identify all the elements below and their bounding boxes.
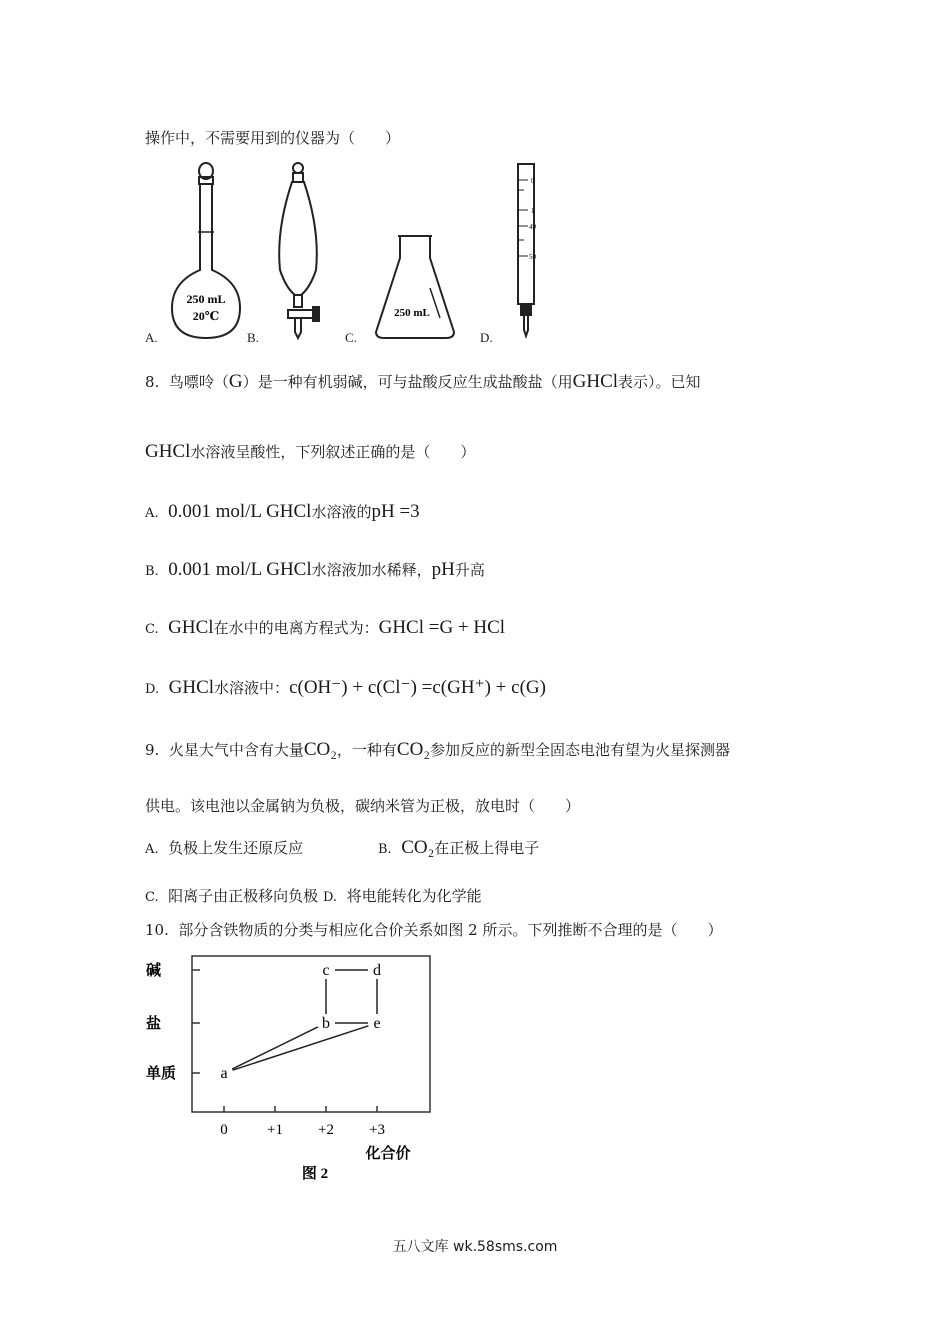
q9-text-3: 参加反应的新型全固态电池有望为火星探测器 xyxy=(429,741,730,759)
x-tick-label: +3 xyxy=(369,1122,385,1138)
x-tick-label: +2 xyxy=(318,1122,334,1138)
chart-xlabel: 化合价 xyxy=(365,1146,411,1162)
x-tick-label: +1 xyxy=(267,1122,283,1138)
q9-option-d[interactable] xyxy=(323,887,482,905)
flask-label-temp: 20℃ xyxy=(192,309,220,323)
q7-option-c[interactable]: C. xyxy=(345,330,357,345)
burette-mark-0: 0 xyxy=(531,177,535,185)
q9-text-1: 火星大气中含有大量 xyxy=(168,741,304,759)
burette-mark-49: 49 xyxy=(529,223,536,231)
q8-option-d[interactable] xyxy=(145,678,546,700)
option-text: 将电能转化为化学能 xyxy=(346,887,482,905)
link-a-e xyxy=(233,1026,369,1070)
q10-number: 10. xyxy=(145,921,169,939)
q9-stem-line1 xyxy=(145,740,730,760)
q8-math-g: G xyxy=(228,371,243,392)
option-letter: A. xyxy=(145,506,159,521)
option-letter: D. xyxy=(145,682,160,697)
point-a: a xyxy=(220,1065,228,1082)
q9-math-co2: CO₂ xyxy=(303,739,337,760)
q7-option-d[interactable]: D. xyxy=(480,330,493,345)
iron-valence-chart xyxy=(140,948,440,1193)
q9-text-2: ，一种有 xyxy=(336,741,397,759)
chart-frame xyxy=(192,956,430,1112)
option-math-1: GHCl xyxy=(168,677,215,698)
q9-number: 9. xyxy=(145,741,160,759)
q8-stem-line1 xyxy=(145,372,701,392)
q8-option-a[interactable] xyxy=(145,502,420,524)
q9-option-a[interactable] xyxy=(145,838,303,860)
point-c: c xyxy=(322,962,330,979)
option-letter: A. xyxy=(145,842,159,857)
point-e: e xyxy=(373,1015,381,1032)
option-letter: C. xyxy=(145,890,159,905)
point-b: b xyxy=(322,1015,330,1032)
burette-mark-1: 1 xyxy=(531,207,535,215)
option-text: 阳离子由正极移向负极 xyxy=(168,887,319,905)
instrument-separatory-funnel xyxy=(268,160,338,340)
q8-text-3: 表示）。已知 xyxy=(618,373,701,391)
link-a-b xyxy=(232,1027,318,1069)
q9-option-b[interactable] xyxy=(378,838,539,860)
option-text-1: 水溶液的 xyxy=(311,503,372,521)
q8-text-1: 鸟嘌呤（ xyxy=(168,373,229,391)
q10-text: 部分含铁物质的分类与相应化合价关系如图 2 所示。下列推断不合理的是（ ） xyxy=(178,921,723,939)
option-text-1: 水溶液中： xyxy=(214,679,290,697)
q7-option-b[interactable]: B. xyxy=(247,330,259,345)
flask-label-volume: 250 mL xyxy=(186,292,226,306)
instrument-burette xyxy=(510,160,550,340)
option-text: 负极上发生还原反应 xyxy=(168,839,304,857)
option-letter: D. xyxy=(322,890,338,905)
option-math-2: pH xyxy=(431,559,455,580)
option-math: CO₂ xyxy=(401,837,435,858)
option-math-1: 0.001 mol/L GHCl xyxy=(168,559,312,580)
option-math-1: GHCl xyxy=(168,617,214,638)
q8-stem-line2 xyxy=(145,442,475,462)
point-d: d xyxy=(373,962,381,979)
option-math-2: pH =3 xyxy=(371,501,420,522)
option-letter: C. xyxy=(145,622,159,637)
option-text-1: 在水中的电离方程式为： xyxy=(213,619,379,637)
y-tick-label: 盐 xyxy=(146,1016,162,1032)
q9-math-co2-b: CO₂ xyxy=(396,739,430,760)
q9-option-c-d xyxy=(145,886,482,908)
option-text-1: 水溶液加水稀释， xyxy=(311,561,432,579)
option-letter: B. xyxy=(378,842,392,857)
q8-math-ghcl-2: GHCl xyxy=(145,441,191,462)
q9-option-c[interactable] xyxy=(145,887,318,905)
q7-option-a[interactable]: A. xyxy=(145,330,158,345)
q7-stem: 操作中，不需要用到的仪器为（ ） xyxy=(145,129,401,147)
option-math-2: GHCl =G + HCl xyxy=(378,617,506,638)
option-letter: B. xyxy=(145,564,159,579)
q8-text-4: 水溶液呈酸性，下列叙述正确的是（ ） xyxy=(190,443,476,461)
q8-option-c[interactable] xyxy=(145,618,505,640)
q8-math-ghcl: GHCl xyxy=(572,371,619,392)
q8-number: 8. xyxy=(145,373,160,391)
option-text-2: 升高 xyxy=(454,561,485,579)
y-tick-label: 单质 xyxy=(146,1066,177,1082)
q9-stem-line2: 供电。该电池以金属钠为负极，碳纳米管为正极，放电时（ ） xyxy=(145,797,581,815)
q8-text-2: ）是一种有机弱碱，可与盐酸反应生成盐酸盐（用 xyxy=(242,373,573,391)
chart-title: 图 2 xyxy=(301,1166,329,1182)
q8-option-b[interactable] xyxy=(145,560,485,582)
x-tick-label: 0 xyxy=(220,1122,228,1138)
option-math-1: 0.001 mol/L GHCl xyxy=(168,501,312,522)
y-tick-label: 碱 xyxy=(146,963,162,979)
option-math-2: c(OH⁻) + c(Cl⁻) =c(GH⁺) + c(G) xyxy=(289,677,546,698)
option-text: 在正极上得电子 xyxy=(434,839,540,857)
conical-flask-label: 250 mL xyxy=(394,307,430,319)
q10-stem xyxy=(145,920,723,940)
instrument-conical-flask xyxy=(370,228,460,343)
burette-mark-50: 50 xyxy=(529,253,536,261)
instrument-volumetric-flask xyxy=(160,160,250,345)
footer-watermark: 五八文库 wk.58sms.com xyxy=(392,1239,558,1255)
